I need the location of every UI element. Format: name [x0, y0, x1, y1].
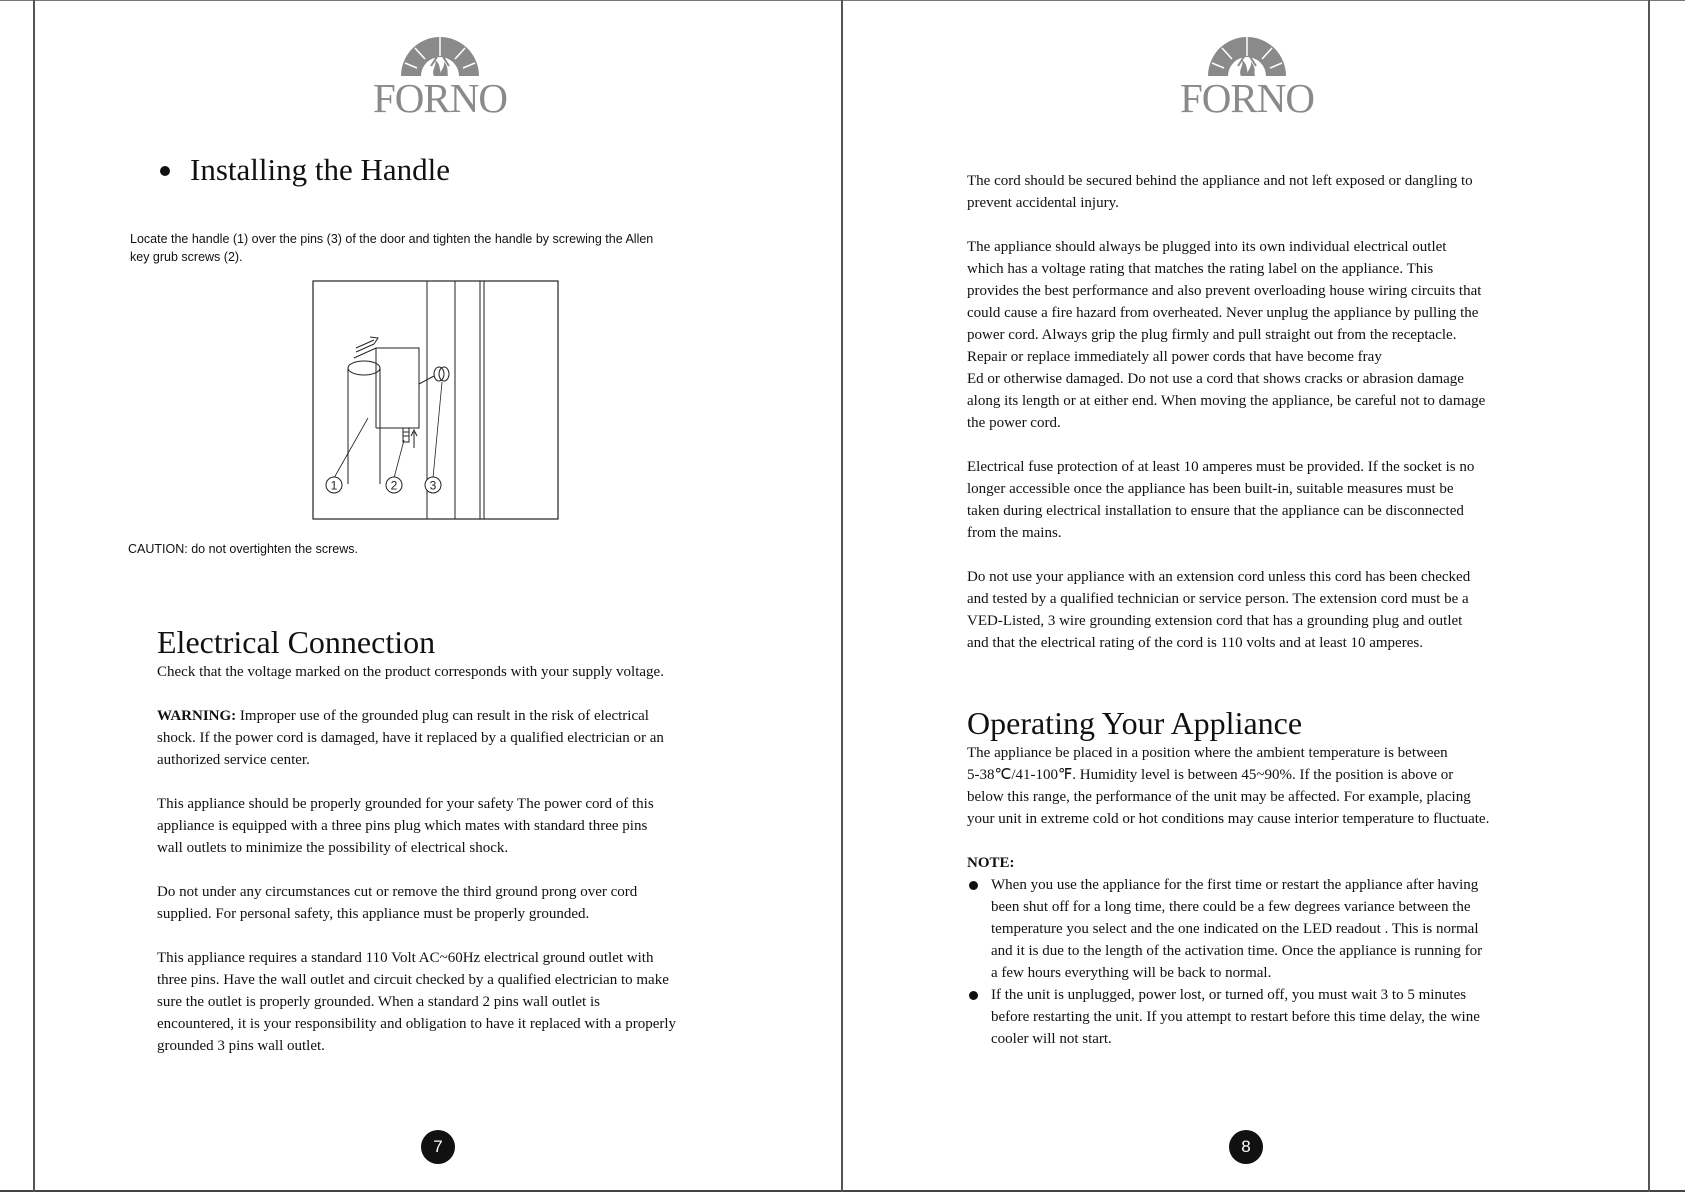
logo-wordmark: FORNO [373, 75, 507, 121]
callout-1: 1 [330, 478, 338, 493]
forno-logo [1172, 32, 1322, 122]
logo-wordmark: FORNO [1180, 75, 1314, 121]
list-item: If the unit is unplugged, power lost, or turned off, you must wait 3 to 5 minutes before restarting the unit. If you attempt to restart before this time delay, the wine cooler will not start. [967, 984, 1482, 1050]
grounding-paragraph: This appliance should be properly grounded for your safety The power cord of this appliance is equipped with a three pins plug which mates with standard three pins wall outlets to minimize the possibility of electrical shock. [157, 796, 654, 856]
installing-handle-heading: Installing the Handle [160, 152, 450, 188]
handle-installation-diagram [312, 280, 560, 520]
warning-label: WARNING: [157, 708, 237, 724]
extension-cord-paragraph: Do not use your appliance with an extension cord unless this cord has been checked and tested by a qualified technician or service person. The extension cord must be a VED-Listed, 3 wire grounding extension cord that has a grounding plug and outlet and that the electrical rating of the cord is 110 volts and at least 10 amperes. [967, 569, 1471, 651]
ground-prong-paragraph: Do not under any circumstances cut or remove the third ground prong over cord supplied. For personal safety, this appliance must be properly grounded. [157, 884, 638, 922]
page-number-7: 7 [421, 1130, 455, 1164]
cord-secure-paragraph: The cord should be secured behind the appliance and not left exposed or dangling to prevent accidental injury. [967, 173, 1473, 211]
bullet-icon [969, 991, 978, 1000]
page-number-8: 8 [1229, 1130, 1263, 1164]
electrical-intro: Check that the voltage marked on the product corresponds with your supply voltage. [157, 664, 664, 680]
page-right [843, 0, 1649, 1192]
warning-paragraph: WARNING: Improper use of the grounded plug can result in the risk of electrical shock. If the power cord is damaged, have it replaced by a qualified electrician or an authorized service center. [157, 708, 664, 768]
ambient-temperature-paragraph: The appliance be placed in a position where the ambient temperature is between 5-38℃/41-100℉. Humidity level is between 45~90%. If the position is above or below this range, the performance of the unit may be affected. For example, placing your unit in extreme cold or hot conditions may cause interior temperature to fluctuate. [967, 745, 1490, 827]
note-label: NOTE: [967, 855, 1015, 871]
handle-instructions: Locate the handle (1) over the pins (3) of the door and tighten the handle by screwing the Allen key grub screws (2). [130, 232, 654, 264]
bullet-icon [160, 166, 170, 176]
note-list [967, 874, 1482, 1050]
list-item: When you use the appliance for the first time or restart the appliance after having been shut off for a long time, there could be a few degrees variance between the temperature you select and the one indicated on the LED readout . This is normal and it is due to the length of the activation time. Once the appliance is running for a few hours everything will be back to normal. [967, 874, 1482, 984]
forno-logo [365, 32, 515, 122]
page-left [35, 0, 841, 1192]
callout-2: 2 [390, 478, 398, 493]
outlet-requirement-paragraph: This appliance requires a standard 110 Volt AC~60Hz electrical ground outlet with three pins. Have the wall outlet and circuit checked by a qualified electrician to make sure the outlet is properly grounded. When a standard 2 pins wall outlet is encountered, it is your responsibility and obligation to have it replaced with a properly grounded 3 pins wall outlet. [157, 950, 677, 1054]
caution-note: CAUTION: do not overtighten the screws. [128, 542, 358, 556]
electrical-connection-heading: Electrical Connection [157, 624, 436, 660]
bullet-icon [969, 881, 978, 890]
fuse-protection-paragraph: Electrical fuse protection of at least 10 amperes must be provided. If the socket is no longer accessible once the appliance has been built-in, suitable measures must be taken during electrical installation to ensure that the appliance can be disconnected from the mains. [967, 459, 1475, 541]
callout-3: 3 [429, 478, 437, 493]
outlet-paragraph: The appliance should always be plugged into its own individual electrical outlet which has a voltage rating that matches the rating label on the appliance. This provides the best performance and also prevent overloading house wiring circuits that could cause a fire hazard from overheated. Never unplug the appliance by pulling the power cord. Always grip the plug firmly and pull straight out from the receptacle. Repair or replace immediately all power cords that have become fray Ed or otherwise damaged. Do not use a cord that shows cracks or abrasion damage along its length or at either end. When moving the appliance, be careful not to damage the power cord. [967, 239, 1486, 431]
operating-appliance-heading: Operating Your Appliance [967, 705, 1303, 741]
